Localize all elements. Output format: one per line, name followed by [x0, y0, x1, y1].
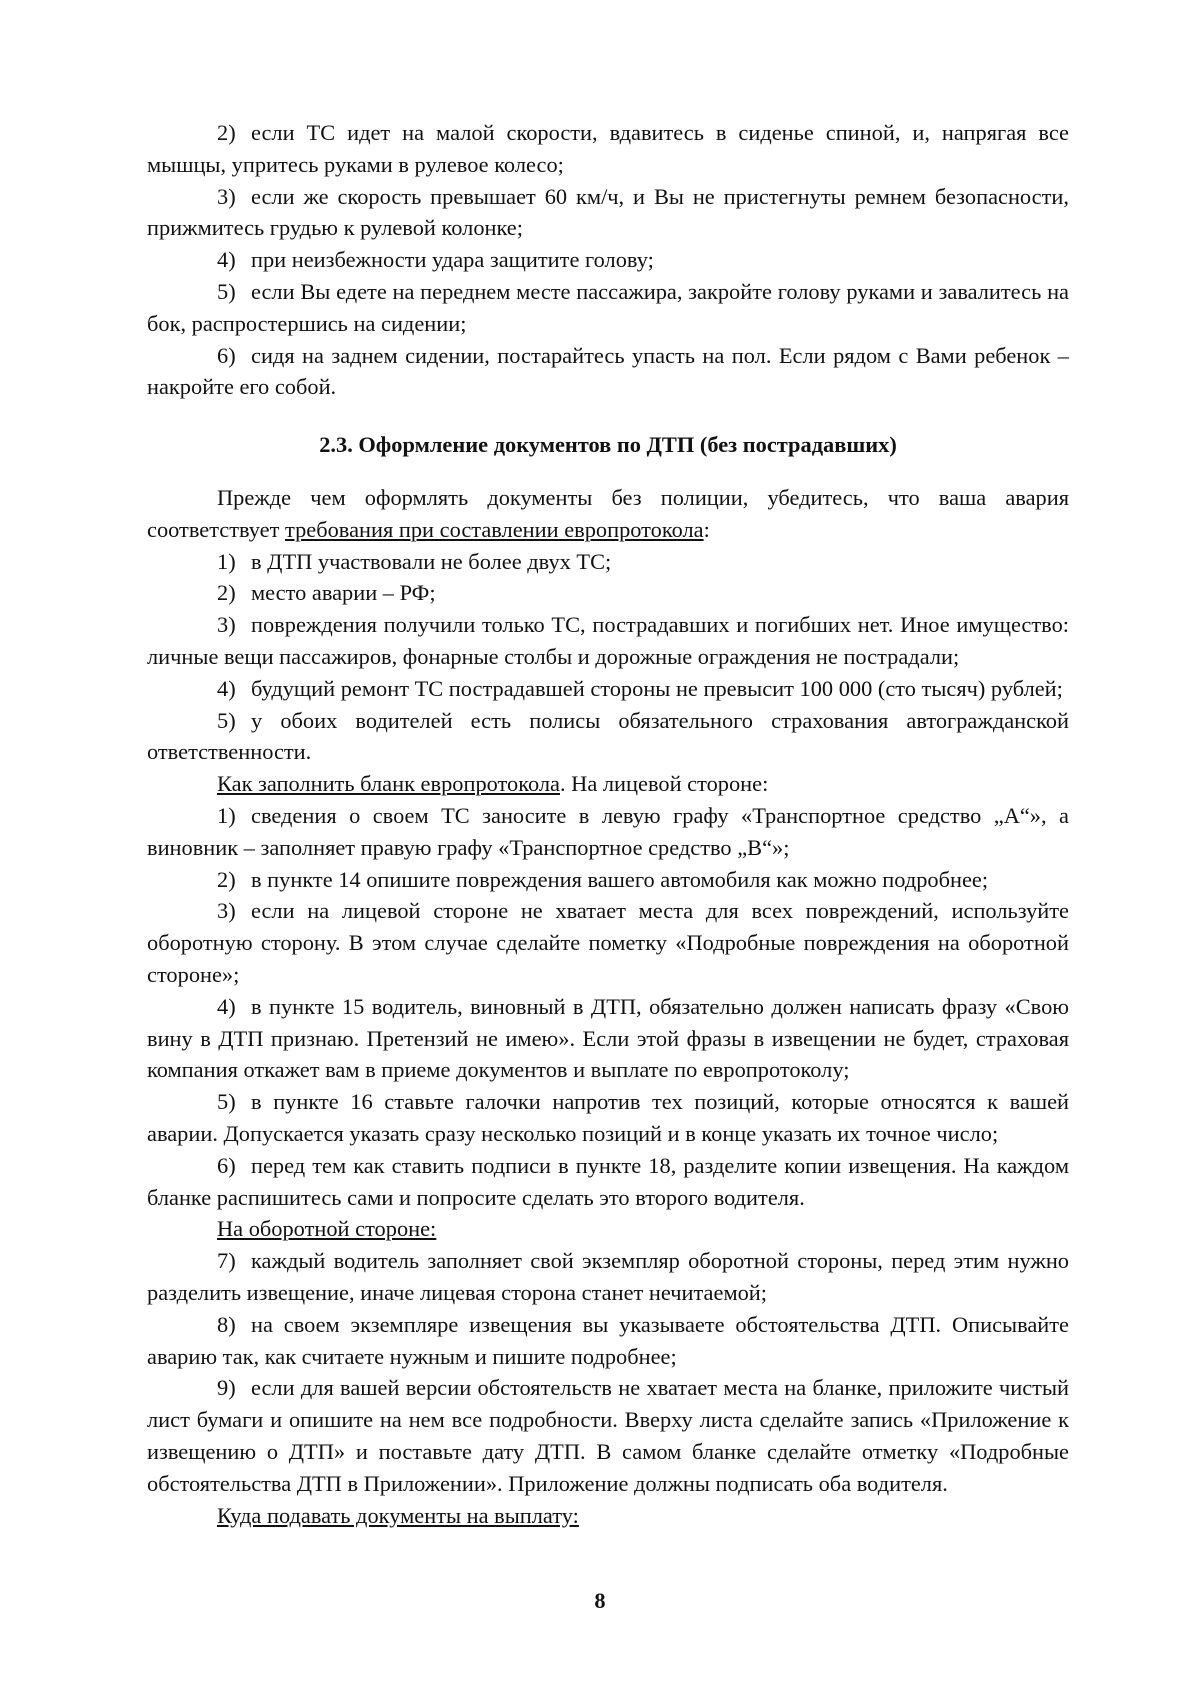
back-side-heading — [147, 1213, 1069, 1245]
list-item: 7) каждый водитель заполняет свой экземпляр оборотной стороны, перед этим нужно разделить извещение, иначе лицевая сторона станет нечитаемой; — [147, 1248, 1069, 1305]
payout-link[interactable]: Куда подавать документы на выплату: — [217, 1502, 579, 1528]
list-item: 2) если ТС идет на малой скорости, вдавитесь в сиденье спиной, и, напрягая все мышцы, упритесь руками в рулевое колесо; — [147, 120, 1069, 177]
list-item: 9) если для вашей версии обстоятельств не хватает места на бланке, приложите чистый лист бумаги и опишите на нем все подробности. Вверху листа сделайте запись «Приложение к извещению о ДТП» и поставьте дату ДТП. В самом бланке сделайте отметку «Подробные обстоятельства ДТП в Приложении». Приложение должны подписать оба водителя. — [147, 1375, 1069, 1496]
payout-heading — [147, 1500, 1069, 1532]
list-item: 1) в ДТП участвовали не более двух ТС; — [217, 548, 612, 574]
list-item: 3) повреждения получили только ТС, пострадавших и погибших нет. Иное имущество: личные вещи пассажиров, фонарные столбы и дорожные ограждения не пострадали; — [147, 612, 1069, 669]
list-item: 5) у обоих водителей есть полисы обязательного страхования автогражданской ответственности. — [147, 707, 1069, 765]
page-number: 8 — [594, 1588, 606, 1613]
list-item: 6) сидя на заднем сидении, постарайтесь упасть на пол. Если рядом с Вами ребенок – накройте его собой. — [147, 342, 1069, 400]
list-item: 5) если Вы едете на переднем месте пассажира, закройте голову руками и завалитесь на бок, распростершись на сидении; — [147, 278, 1069, 336]
list-item: 3) если на лицевой стороне не хватает места для всех повреждений, используйте оборотную сторону. В этом случае сделайте пометку «Подробные повреждения на оборотной стороне»; — [147, 898, 1069, 987]
list-item: 5) в пункте 16 ставьте галочки напротив тех позиций, которые относятся к вашей аварии. Допускается указать сразу несколько позиций и в конце указать их точное число; — [147, 1089, 1069, 1146]
crash-actions-list — [147, 117, 1069, 403]
list-item: 4) при неизбежности удара защитите голову; — [217, 247, 654, 273]
requirements-link[interactable]: требования при составлении европротокола — [285, 516, 704, 542]
list-item: 6) перед тем как ставить подписи в пункте 18, разделите копии извещения. На каждом бланке распишитесь сами и попросите сделать это второго водителя. — [147, 1152, 1069, 1210]
list-item: 4) в пункте 15 водитель, виновный в ДТП, обязательно должен написать фразу «Свою вину в ДТП признаю. Претензий не имею». Если этой фразы в извещении не будет, страховая компания откажет вам в приеме документов и выплате по европротоколу; — [147, 993, 1069, 1083]
intro-paragraph: Прежде чем оформлять документы без полиции, убедитесь, что ваша авария соответствует требования при составлении европротокола: — [147, 485, 1069, 542]
list-item: 2) место аварии – РФ; — [217, 580, 436, 606]
europrotocol-section — [147, 482, 1069, 1531]
front-side-heading: Как заполнить бланк европротокола. На лицевой стороне: — [217, 771, 769, 797]
section-heading: 2.3. Оформление документов по ДТП (без пострадавших) — [319, 432, 897, 457]
list-item: 8) на своем экземпляре извещения вы указываете обстоятельства ДТП. Описывайте аварию так, как считаете нужным и пишите подробнее; — [147, 1311, 1069, 1369]
back-side-link[interactable]: На оборотной стороне: — [217, 1216, 437, 1242]
list-item: 4) будущий ремонт ТС пострадавшей стороны не превысит 100 000 (сто тысяч) рублей; — [217, 675, 1063, 701]
how-to-fill-link[interactable]: Как заполнить бланк европротокола — [217, 771, 560, 797]
list-item: 1) сведения о своем ТС заносите в левую графу «Транспортное средство „А“», а виновник – заполняет правую графу «Транспортное средство „В“»; — [147, 802, 1069, 860]
list-item: 3) если же скорость превышает 60 км/ч, и Вы не пристегнуты ремнем безопасности, прижмитесь грудью к рулевой колонке; — [147, 183, 1069, 241]
list-item: 2) в пункте 14 опишите повреждения вашего автомобиля как можно подробнее; — [217, 866, 989, 892]
